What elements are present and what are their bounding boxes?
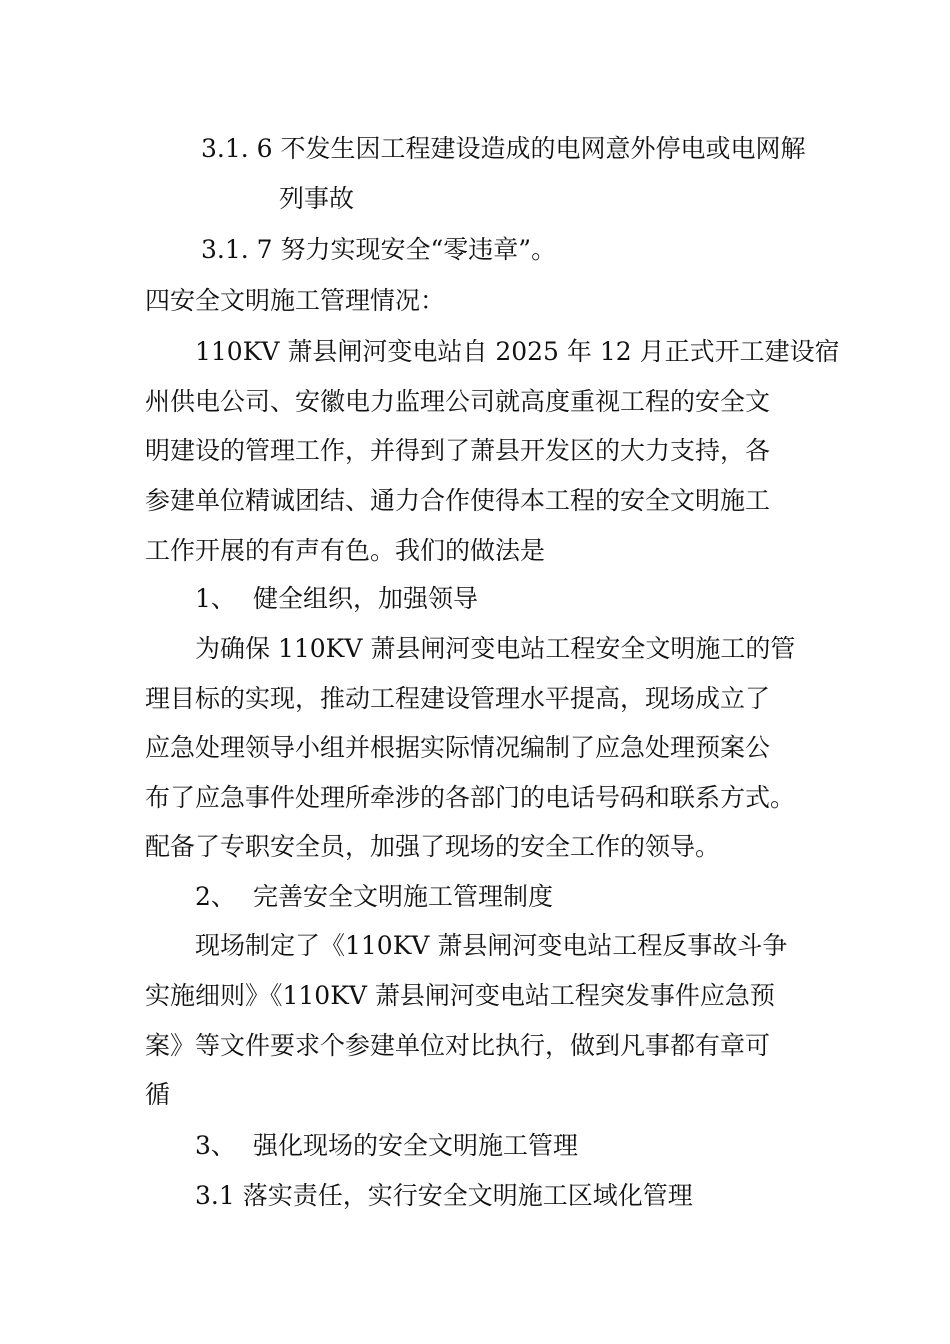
heading-1-number: 1、 bbox=[195, 584, 236, 613]
item-3-1-6-line-2: 列事故 bbox=[279, 184, 355, 213]
section-heading: 四安全文明施工管理情况： bbox=[145, 286, 446, 315]
paragraph-1-line: 参建单位精诚团结、通力合作使得本工程的安全文明施工 bbox=[145, 486, 771, 515]
paragraph-1-line: 州供电公司、安徽电力监理公司就高度重视工程的安全文 bbox=[145, 387, 771, 416]
heading-3-text: 强化现场的安全文明施工管理 bbox=[253, 1131, 579, 1160]
item-3-1-6-line-1: 3.1. 6 不发生因工程建设造成的电网意外停电或电网解 bbox=[201, 134, 806, 163]
paragraph-2-line: 为确保 110KV 萧县闸河变电站工程安全文明施工的管 bbox=[195, 634, 796, 663]
paragraph-3-line: 实施细则》《110KV 萧县闸河变电站工程突发事件应急预 bbox=[145, 981, 775, 1010]
heading-3-number: 3、 bbox=[195, 1131, 236, 1160]
subheading-3-1: 3.1 落实责任，实行安全文明施工区域化管理 bbox=[195, 1181, 693, 1210]
paragraph-1-line: 工作开展的有声有色。我们的做法是 bbox=[145, 536, 546, 565]
paragraph-2-line: 配备了专职安全员，加强了现场的安全工作的领导。 bbox=[145, 832, 721, 861]
heading-2-text: 完善安全文明施工管理制度 bbox=[253, 882, 554, 911]
heading-1-text: 健全组织，加强领导 bbox=[253, 584, 479, 613]
paragraph-1-line: 110KV 萧县闸河变电站自 2025 年 12 月正式开工建设宿 bbox=[195, 337, 840, 366]
heading-2-number: 2、 bbox=[195, 882, 236, 911]
item-3-1-7: 3.1. 7 努力实现安全“零违章”。 bbox=[201, 235, 557, 264]
heading-2 bbox=[195, 881, 553, 913]
paragraph-1-line: 明建设的管理工作，并得到了萧县开发区的大力支持，各 bbox=[145, 436, 771, 465]
paragraph-3-line: 现场制定了《110KV 萧县闸河变电站工程反事故斗争 bbox=[195, 931, 788, 960]
paragraph-2-line: 理目标的实现，推动工程建设管理水平提高，现场成立了 bbox=[145, 684, 771, 713]
paragraph-2-line: 布了应急事件处理所牵涉的各部门的电话号码和联系方式。 bbox=[145, 783, 796, 812]
heading-1 bbox=[195, 583, 478, 615]
paragraph-3-line: 循 bbox=[145, 1080, 171, 1109]
paragraph-3-line: 案》等文件要求个参建单位对比执行，做到凡事都有章可 bbox=[145, 1031, 771, 1060]
heading-3 bbox=[195, 1130, 578, 1162]
paragraph-2-line: 应急处理领导小组并根据实际情况编制了应急处理预案公 bbox=[145, 733, 771, 762]
